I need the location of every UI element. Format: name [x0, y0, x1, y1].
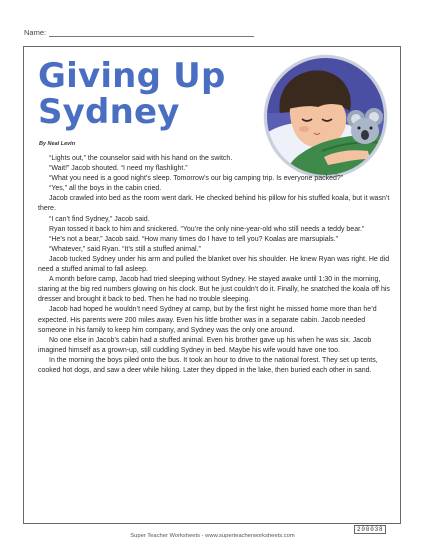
name-label: Name:: [24, 28, 47, 37]
story-paragraph: “Whatever,” said Ryan. “It’s still a stuffed animal.”: [49, 245, 201, 253]
author-byline: By Neal Levin: [39, 141, 76, 147]
story-paragraph: “What you need is a good night’s sleep. Tomorrow’s our big camping trip. Is everyone packed?”: [49, 175, 344, 183]
story-paragraph: “Yes,” all the boys in the cabin cried.: [49, 185, 162, 193]
story-paragraph: Jacob crawled into bed as the room went dark. He checked behind his pillow for his stuffed koala, but it wasn’t there.: [38, 195, 390, 213]
story-title: [38, 58, 226, 130]
worksheet-code: 200038: [354, 525, 386, 534]
story-paragraph: “Wait!” Jacob shouted. “I need my flashlight.”: [49, 165, 188, 173]
story-paragraph: Ryan tossed it back to him and snickered. “You’re the only nine-year-old who still needs a teddy bear.”: [49, 225, 365, 233]
title-line-1: Giving Up: [38, 56, 226, 96]
name-line[interactable]: [49, 28, 254, 37]
story-paragraph: “I can’t find Sydney,” Jacob said.: [49, 215, 150, 223]
story-paragraph: A month before camp, Jacob had tried sleeping without Sydney. He stayed awake until 1:30 in the morning, staring at the big red numbers glowing on his clock. But he just couldn’t do it. Finally, he snatched the koala off his dresser and brought it back to bed. Then he had no trouble sleeping.: [38, 276, 390, 304]
story-paragraph: “Lights out,” the counselor said with his hand on the switch.: [49, 155, 233, 162]
story-paragraph: Jacob tucked Sydney under his arm and pulled the blanket over his shoulder. He knew Ryan was right. He did need a stuffed animal to fall asleep.: [38, 255, 390, 274]
story-paragraph: In the morning the boys piled onto the bus. It took an hour to drive to the national forest. They set up tents, cooked hot dogs, and saw a deer while hiking. Later they dipped in the lake, then buried each other in sand.: [38, 356, 378, 374]
name-field-row: [24, 28, 254, 37]
footer-credit[interactable]: Super Teacher Worksheets - www.superteacherworksheets.com: [130, 533, 295, 539]
title-line-2: Sydney: [38, 92, 180, 132]
story-paragraph: No one else in Jacob’s cabin had a stuffed animal. Even his brother gave up his when he was six. Jacob imagined himself as a grown-up, still cuddling Sydney in bed. Maybe his wife would have one too.: [38, 336, 372, 354]
story-paragraph: “He’s not a bear,” Jacob said. “How many times do I have to tell you? Koalas are marsupials.”: [49, 235, 338, 243]
story-body: [38, 154, 390, 376]
story-paragraph: Jacob had hoped he wouldn’t need Sydney at camp, but by the first night he missed home more than he’d expected. His parents were 200 miles away. Even his little brother was in a separate cabin. Jacob needed someone in his family to keep him company, and Sydney was the only one around.: [38, 306, 377, 334]
